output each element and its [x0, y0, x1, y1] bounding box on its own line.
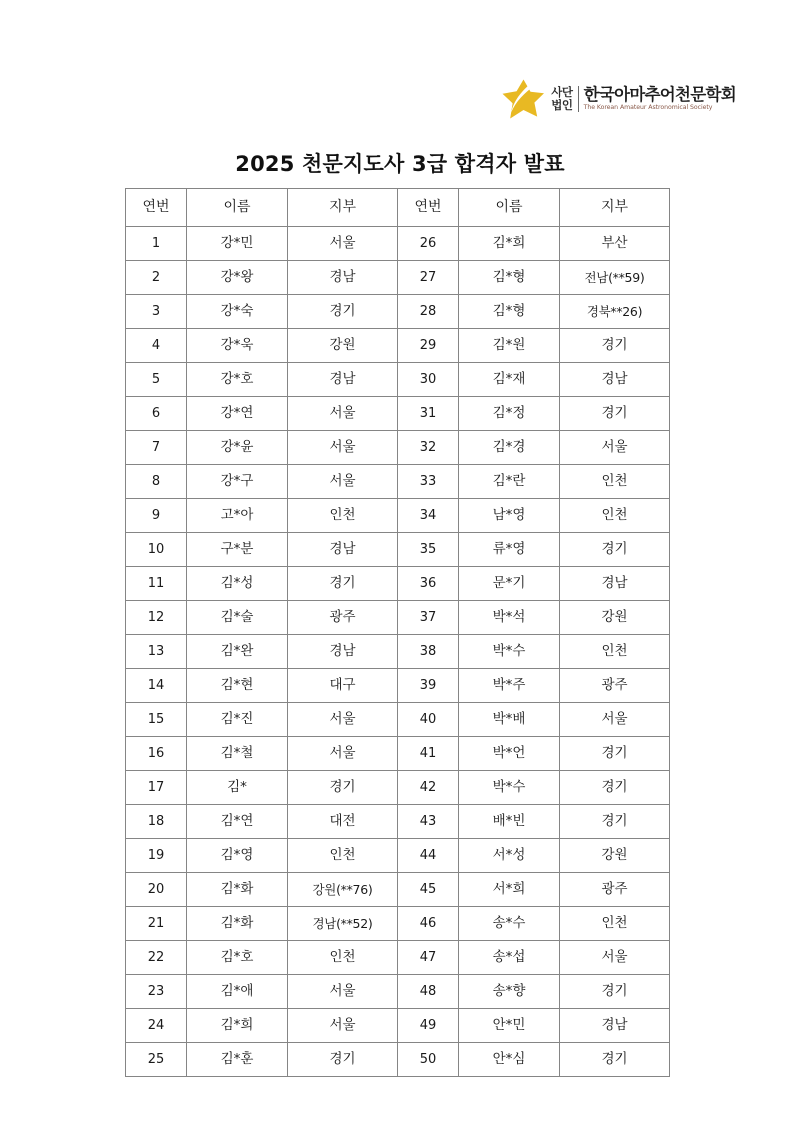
cell-branch: 경남(**52): [288, 907, 398, 941]
cell-name: 박*배: [459, 703, 560, 737]
cell-name: 송*섭: [459, 941, 560, 975]
cell-no: 24: [126, 1009, 187, 1043]
cell-branch: 서울: [288, 397, 398, 431]
table-row: [126, 635, 670, 669]
table-row: [126, 975, 670, 1009]
cell-no: 43: [398, 805, 459, 839]
cell-name: 김*형: [459, 295, 560, 329]
cell-name: 강*민: [187, 227, 288, 261]
cell-branch: 경기: [560, 1043, 670, 1077]
cell-name: 김*철: [187, 737, 288, 771]
table-row: [126, 805, 670, 839]
table-row: [126, 737, 670, 771]
cell-no: 49: [398, 1009, 459, 1043]
cell-no: 1: [126, 227, 187, 261]
cell-no: 28: [398, 295, 459, 329]
cell-name: 구*분: [187, 533, 288, 567]
cell-name: 송*수: [459, 907, 560, 941]
cell-name: 김*애: [187, 975, 288, 1009]
table-row: [126, 261, 670, 295]
table-row: [126, 295, 670, 329]
cell-no: 9: [126, 499, 187, 533]
cell-name: 김*재: [459, 363, 560, 397]
cell-no: 47: [398, 941, 459, 975]
organization-logo: [501, 78, 736, 120]
cell-branch: 경남: [288, 261, 398, 295]
cell-no: 41: [398, 737, 459, 771]
cell-branch: 경기: [560, 533, 670, 567]
cell-branch: 인천: [560, 499, 670, 533]
cell-branch: 경기: [288, 567, 398, 601]
cell-branch: 인천: [288, 499, 398, 533]
cell-name: 문*기: [459, 567, 560, 601]
cell-branch: 강원(**76): [288, 873, 398, 907]
cell-name: 김*희: [187, 1009, 288, 1043]
cell-branch: 경남: [288, 363, 398, 397]
cell-no: 22: [126, 941, 187, 975]
cell-name: 남*영: [459, 499, 560, 533]
cell-name: 김*: [187, 771, 288, 805]
cell-name: 김*현: [187, 669, 288, 703]
cell-name: 강*숙: [187, 295, 288, 329]
cell-branch: 강원: [288, 329, 398, 363]
table-row: [126, 907, 670, 941]
cell-branch: 경기: [560, 771, 670, 805]
cell-name: 서*성: [459, 839, 560, 873]
cell-no: 14: [126, 669, 187, 703]
cell-no: 42: [398, 771, 459, 805]
table-row: [126, 839, 670, 873]
cell-name: 박*언: [459, 737, 560, 771]
cell-branch: 서울: [288, 975, 398, 1009]
results-table-container: [125, 188, 670, 1077]
cell-branch: 인천: [288, 839, 398, 873]
cell-name: 김*호: [187, 941, 288, 975]
cell-no: 16: [126, 737, 187, 771]
cell-branch: 서울: [288, 465, 398, 499]
cell-branch: 전남(**59): [560, 261, 670, 295]
column-header-branch-1: 지부: [288, 189, 398, 227]
page-title: 2025 천문지도사 3급 합격자 발표: [235, 152, 565, 176]
logo-prefix-line2: 법인: [551, 98, 573, 112]
cell-name: 송*향: [459, 975, 560, 1009]
table-row: [126, 465, 670, 499]
cell-branch: 경남: [560, 567, 670, 601]
cell-branch: 경남: [560, 363, 670, 397]
cell-branch: 서울: [288, 703, 398, 737]
cell-no: 11: [126, 567, 187, 601]
cell-name: 김*성: [187, 567, 288, 601]
cell-no: 7: [126, 431, 187, 465]
table-row: [126, 363, 670, 397]
star-icon: [501, 78, 545, 120]
cell-branch: 서울: [288, 431, 398, 465]
cell-no: 23: [126, 975, 187, 1009]
cell-branch: 경기: [288, 1043, 398, 1077]
cell-name: 김*연: [187, 805, 288, 839]
cell-branch: 경기: [560, 975, 670, 1009]
cell-name: 김*정: [459, 397, 560, 431]
cell-branch: 경기: [560, 329, 670, 363]
cell-branch: 인천: [560, 907, 670, 941]
table-row: [126, 601, 670, 635]
cell-no: 13: [126, 635, 187, 669]
cell-name: 배*빈: [459, 805, 560, 839]
cell-no: 30: [398, 363, 459, 397]
cell-branch: 서울: [560, 703, 670, 737]
cell-branch: 경기: [560, 397, 670, 431]
cell-branch: 인천: [560, 635, 670, 669]
cell-no: 46: [398, 907, 459, 941]
cell-no: 21: [126, 907, 187, 941]
cell-branch: 대전: [288, 805, 398, 839]
cell-no: 29: [398, 329, 459, 363]
cell-name: 강*연: [187, 397, 288, 431]
cell-no: 48: [398, 975, 459, 1009]
cell-name: 박*수: [459, 771, 560, 805]
cell-name: 박*수: [459, 635, 560, 669]
cell-no: 38: [398, 635, 459, 669]
cell-name: 김*란: [459, 465, 560, 499]
cell-branch: 경기: [560, 737, 670, 771]
cell-no: 32: [398, 431, 459, 465]
cell-name: 김*완: [187, 635, 288, 669]
cell-name: 박*주: [459, 669, 560, 703]
cell-no: 44: [398, 839, 459, 873]
cell-no: 12: [126, 601, 187, 635]
table-row: [126, 873, 670, 907]
table-header-row: [126, 189, 670, 227]
cell-name: 강*구: [187, 465, 288, 499]
cell-branch: 강원: [560, 601, 670, 635]
cell-name: 강*왕: [187, 261, 288, 295]
table-row: [126, 533, 670, 567]
cell-name: 김*영: [187, 839, 288, 873]
cell-no: 45: [398, 873, 459, 907]
cell-name: 김*화: [187, 873, 288, 907]
table-row: [126, 397, 670, 431]
cell-name: 김*경: [459, 431, 560, 465]
cell-name: 김*형: [459, 261, 560, 295]
cell-no: 18: [126, 805, 187, 839]
cell-name: 류*영: [459, 533, 560, 567]
cell-branch: 경남: [288, 533, 398, 567]
cell-no: 36: [398, 567, 459, 601]
table-row: [126, 703, 670, 737]
cell-branch: 경북**26): [560, 295, 670, 329]
cell-no: 27: [398, 261, 459, 295]
cell-no: 33: [398, 465, 459, 499]
cell-branch: 광주: [560, 873, 670, 907]
cell-branch: 경남: [288, 635, 398, 669]
cell-name: 김*원: [459, 329, 560, 363]
cell-no: 10: [126, 533, 187, 567]
cell-name: 안*민: [459, 1009, 560, 1043]
logo-prefix: [551, 86, 578, 112]
cell-name: 김*진: [187, 703, 288, 737]
cell-no: 15: [126, 703, 187, 737]
logo-prefix-line1: 사단: [551, 85, 573, 100]
cell-branch: 광주: [288, 601, 398, 635]
cell-name: 김*화: [187, 907, 288, 941]
table-row: [126, 567, 670, 601]
column-header-no-1: 연번: [126, 189, 187, 227]
table-row: [126, 329, 670, 363]
cell-name: 서*희: [459, 873, 560, 907]
cell-name: 김*훈: [187, 1043, 288, 1077]
cell-no: 25: [126, 1043, 187, 1077]
cell-name: 고*아: [187, 499, 288, 533]
table-row: [126, 1009, 670, 1043]
cell-name: 김*술: [187, 601, 288, 635]
logo-org-name-korean: 한국아마추어천문학회: [583, 85, 736, 105]
cell-no: 2: [126, 261, 187, 295]
cell-no: 8: [126, 465, 187, 499]
cell-no: 39: [398, 669, 459, 703]
cell-branch: 경기: [288, 295, 398, 329]
cell-name: 박*석: [459, 601, 560, 635]
column-header-name-2: 이름: [459, 189, 560, 227]
cell-no: 20: [126, 873, 187, 907]
cell-branch: 강원: [560, 839, 670, 873]
logo-org-name-english: The Korean Amateur Astronomical Society: [583, 104, 713, 112]
cell-branch: 서울: [288, 227, 398, 261]
cell-no: 37: [398, 601, 459, 635]
table-row: [126, 227, 670, 261]
cell-branch: 인천: [560, 465, 670, 499]
cell-no: 35: [398, 533, 459, 567]
cell-name: 김*희: [459, 227, 560, 261]
cell-no: 34: [398, 499, 459, 533]
cell-branch: 서울: [288, 737, 398, 771]
cell-no: 50: [398, 1043, 459, 1077]
cell-branch: 경남: [560, 1009, 670, 1043]
cell-no: 3: [126, 295, 187, 329]
cell-branch: 서울: [560, 941, 670, 975]
table-row: [126, 499, 670, 533]
cell-branch: 대구: [288, 669, 398, 703]
table-row: [126, 941, 670, 975]
cell-branch: 서울: [288, 1009, 398, 1043]
cell-no: 6: [126, 397, 187, 431]
cell-no: 40: [398, 703, 459, 737]
table-row: [126, 669, 670, 703]
cell-branch: 경기: [560, 805, 670, 839]
cell-no: 17: [126, 771, 187, 805]
passers-results-table: [125, 188, 670, 1077]
table-body: [126, 227, 670, 1077]
cell-no: 26: [398, 227, 459, 261]
column-header-no-2: 연번: [398, 189, 459, 227]
cell-branch: 부산: [560, 227, 670, 261]
table-row: [126, 431, 670, 465]
column-header-name-1: 이름: [187, 189, 288, 227]
cell-name: 강*호: [187, 363, 288, 397]
cell-no: 31: [398, 397, 459, 431]
column-header-branch-2: 지부: [560, 189, 670, 227]
cell-branch: 서울: [560, 431, 670, 465]
cell-no: 19: [126, 839, 187, 873]
table-row: [126, 771, 670, 805]
cell-name: 강*윤: [187, 431, 288, 465]
cell-branch: 광주: [560, 669, 670, 703]
cell-no: 5: [126, 363, 187, 397]
cell-branch: 경기: [288, 771, 398, 805]
cell-no: 4: [126, 329, 187, 363]
table-row: [126, 1043, 670, 1077]
cell-name: 강*욱: [187, 329, 288, 363]
cell-branch: 인천: [288, 941, 398, 975]
cell-name: 안*심: [459, 1043, 560, 1077]
